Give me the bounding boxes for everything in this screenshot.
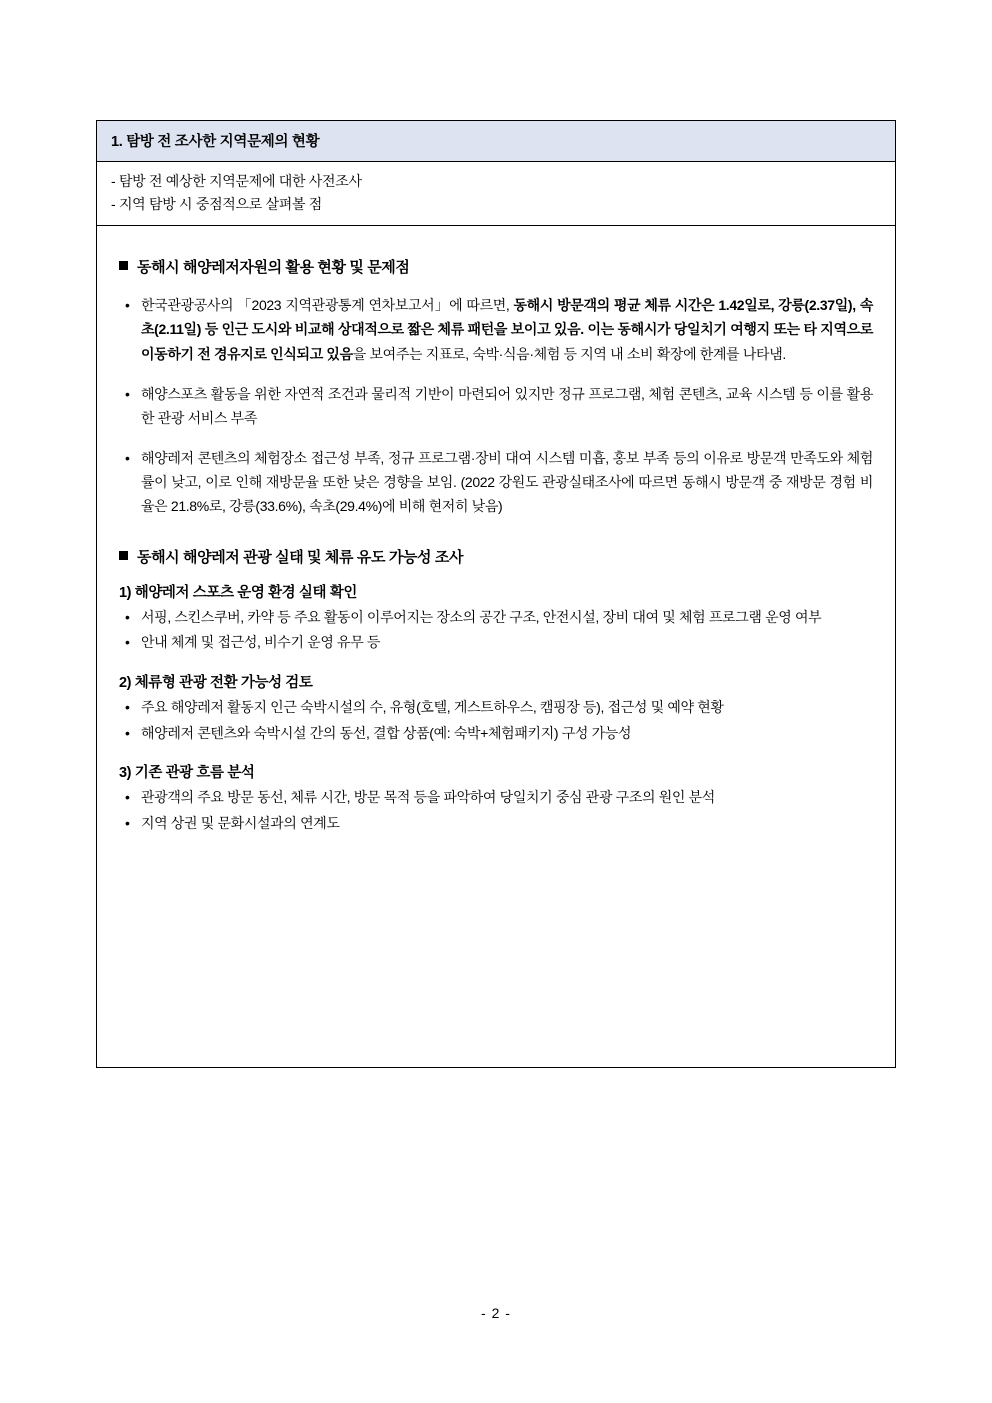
subsection-title-2: 2) 체류형 관광 전환 가능성 검토 xyxy=(119,675,313,691)
subsection-1-item-1: 서핑, 스킨스쿠버, 카약 등 주요 활동이 이루어지는 장소의 공간 구조, 안전시설, 장비 대여 및 체험 프로그램 운영 여부 xyxy=(141,608,822,625)
list-item xyxy=(119,446,873,518)
subsection-1-item-2: 안내 체계 및 접근성, 비수기 운영 유무 등 xyxy=(141,634,381,651)
subsection-title-1: 1) 해양레저 스포츠 운영 환경 실태 확인 xyxy=(119,584,357,601)
list-item xyxy=(119,631,873,655)
intro-line-1: - 탐방 전 예상한 지역문제에 대한 사전조사 xyxy=(111,173,362,189)
list-item xyxy=(119,812,873,836)
heading-2-label: 동해시 해양레저 관광 실태 및 체류 유도 가능성 조사 xyxy=(137,548,464,566)
intro-line-2: - 지역 탐방 시 중점적으로 살펴볼 점 xyxy=(111,195,323,212)
bullet-text-1: 한국관광공사의 「2023 지역관광통계 연차보고서」에 따르면, 동해시 방문객의 평균 체류 시간은 1.42일로, 강릉(2.37일), 속초(2.11일) 등 인근 도시와 비교해 상대적으로 짧은 체류 패턴을 보이고 있음. 이는 동해시가 당일치기 여행지 또는 타 지역으로 이동하기 전 경유지로 인식되고 있음을 보여주는 지표로, 숙박·식음·체험 등 지역 내 소비 확장에 한계를 나타냄. xyxy=(141,297,873,362)
heading-marine-resource-status xyxy=(119,256,873,277)
bullet-list-status xyxy=(119,293,873,518)
bullet-list-subsection-1 xyxy=(119,606,873,655)
square-bullet-icon xyxy=(119,551,128,560)
subsection-2-item-2: 해양레저 콘텐츠와 숙박시설 간의 동선, 결합 상품(예: 숙박+체험패키지) 구성 가능성 xyxy=(141,724,632,741)
intro-block xyxy=(97,162,895,226)
bullet-list-subsection-3 xyxy=(119,786,873,835)
list-item xyxy=(119,382,873,430)
list-item xyxy=(119,696,873,720)
list-item xyxy=(119,293,873,365)
section-header: 1. 탐방 전 조사한 지역문제의 현황 xyxy=(97,121,895,162)
subsection-3-item-1: 관광객의 주요 방문 동선, 체류 시간, 방문 목적 등을 파악하여 당일치기 중심 관광 구조의 원인 분석 xyxy=(141,789,715,806)
bullet-text-2: 해양스포츠 활동을 위한 자연적 조건과 물리적 기반이 마련되어 있지만 정규 프로그램, 체험 콘텐츠, 교육 시스템 등 이를 활용한 관광 서비스 부족 xyxy=(141,385,873,426)
bullet-list-subsection-2 xyxy=(119,696,873,745)
subsection-title-3: 3) 기존 관광 흐름 분석 xyxy=(119,765,255,782)
list-item xyxy=(119,786,873,810)
heading-1-label: 동해시 해양레저자원의 활용 현황 및 문제점 xyxy=(137,259,410,277)
subsection-3-item-2: 지역 상권 및 문화시설과의 연계도 xyxy=(141,814,340,831)
subsection-2-item-1: 주요 해양레저 활동지 인근 숙박시설의 수, 유형(호텔, 게스트하우스, 캠핑장 등), 접근성 및 예약 현황 xyxy=(141,699,724,715)
heading-survey-plan xyxy=(119,546,873,567)
bullet-text-3: 해양레저 콘텐츠의 체험장소 접근성 부족, 정규 프로그램·장비 대여 시스템 미흡, 홍보 부족 등의 이유로 방문객 만족도와 체험률이 낮고, 이로 인해 재방문율 또한 낮은 경향을 보임. (2022 강원도 관광실태조사에 따르면 동해시 방문객 중 재방문 경험 비율은 21.8%로, 강릉(33.6%), 속초(29.4%)에 비해 현저히 낮음) xyxy=(141,449,873,514)
list-item xyxy=(119,722,873,746)
document-frame xyxy=(96,120,896,1068)
square-bullet-icon xyxy=(119,261,128,270)
page-number: - 2 - xyxy=(481,1305,511,1321)
document-body xyxy=(97,226,895,1067)
list-item xyxy=(119,606,873,630)
